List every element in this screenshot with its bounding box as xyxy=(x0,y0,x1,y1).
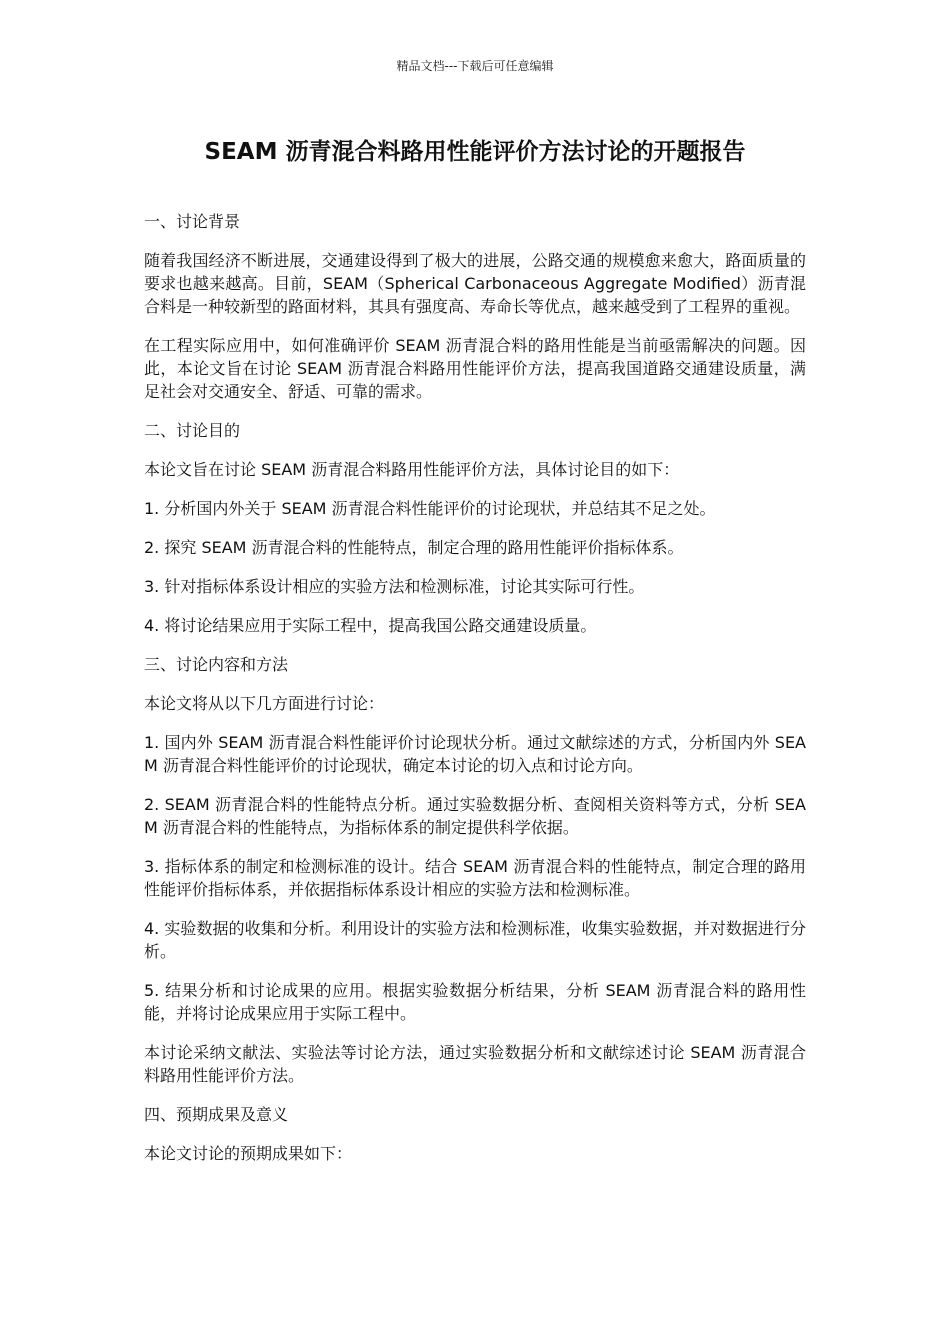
list-item-purpose-1: 1. 分析国内外关于 SEAM 沥青混合料性能评价的讨论现状，并总结其不足之处。 xyxy=(144,499,716,518)
section-heading-expected-results: 四、预期成果及意义 xyxy=(144,1105,289,1124)
section-heading-background: 一、讨论背景 xyxy=(144,212,241,231)
paragraph-content-intro: 本论文将从以下几方面进行讨论： xyxy=(144,694,385,713)
document-title: SEAM 沥青混合料路用性能评价方法讨论的开题报告 xyxy=(204,139,746,165)
paragraph-purpose-intro: 本论文旨在讨论 SEAM 沥青混合料路用性能评价方法，具体讨论目的如下： xyxy=(144,460,680,479)
list-item-purpose-2: 2. 探究 SEAM 沥青混合料的性能特点，制定合理的路用性能评价指标体系。 xyxy=(144,538,684,557)
section-heading-content-methods: 三、讨论内容和方法 xyxy=(144,655,289,674)
list-item-purpose-3: 3. 针对指标体系设计相应的实验方法和检测标准，讨论其实际可行性。 xyxy=(144,577,645,596)
paragraph-background-1: 随着我国经济不断进展，交通建设得到了极大的进展，公路交通的规模愈来愈大，路面质量的要求也越来越高。目前，SEAM（Spherical Carbonaceous Aggregate Modified）沥青混合料是一种较新型的路面材料，其具有强度高、寿命长等优点，越来越受到了工程界的重视。 xyxy=(144,251,806,316)
document-body xyxy=(144,210,806,1181)
list-item-content-5: 5. 结果分析和讨论成果的应用。根据实验数据分析结果，分析 SEAM 沥青混合料的路用性能，并将讨论成果应用于实际工程中。 xyxy=(144,981,806,1023)
paragraph-background-2: 在工程实际应用中，如何准确评价 SEAM 沥青混合料的路用性能是当前亟需解决的问题。因此，本论文旨在讨论 SEAM 沥青混合料路用性能评价方法，提高我国道路交通建设质量，满足社会对交通安全、舒适、可靠的需求。 xyxy=(144,336,806,401)
list-item-content-1: 1. 国内外 SEAM 沥青混合料性能评价讨论现状分析。通过文献综述的方式，分析国内外 SEAM 沥青混合料性能评价的讨论现状，确定本讨论的切入点和讨论方向。 xyxy=(144,733,806,775)
paragraph-expected-intro: 本论文讨论的预期成果如下： xyxy=(144,1144,353,1163)
list-item-content-2: 2. SEAM 沥青混合料的性能特点分析。通过实验数据分析、查阅相关资料等方式，分析 SEAM 沥青混合料的性能特点，为指标体系的制定提供科学依据。 xyxy=(144,795,806,837)
section-heading-purpose: 二、讨论目的 xyxy=(144,421,241,440)
header-note: 精品文档---下载后可任意编辑 xyxy=(396,59,554,73)
paragraph-methods: 本讨论采纳文献法、实验法等讨论方法，通过实验数据分析和文献综述讨论 SEAM 沥青混合料路用性能评价方法。 xyxy=(144,1043,806,1085)
list-item-content-3: 3. 指标体系的制定和检测标准的设计。结合 SEAM 沥青混合料的性能特点，制定合理的路用性能评价指标体系，并依据指标体系设计相应的实验方法和检测标准。 xyxy=(144,857,806,899)
list-item-content-4: 4. 实验数据的收集和分析。利用设计的实验方法和检测标准，收集实验数据，并对数据进行分析。 xyxy=(144,919,806,961)
list-item-purpose-4: 4. 将讨论结果应用于实际工程中，提高我国公路交通建设质量。 xyxy=(144,616,597,635)
